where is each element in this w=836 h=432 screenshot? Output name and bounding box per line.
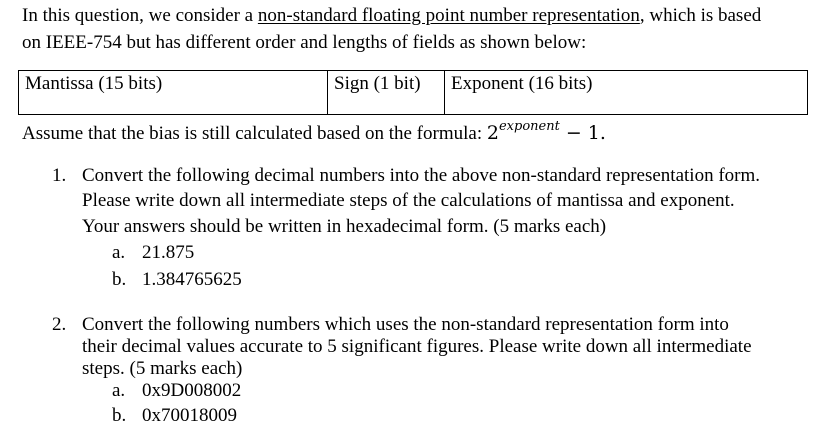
bias-line (22, 119, 606, 145)
question-number: 1. (52, 165, 67, 186)
item-value: 21.875 (142, 242, 195, 263)
item-letter: b. (112, 405, 127, 426)
item-value: 0x70018009 (142, 405, 237, 426)
intro-text: In this question, we consider a (22, 5, 258, 26)
question-text-line: their decimal values accurate to 5 significant figures. Please write down all intermediate (82, 336, 752, 357)
item-letter: a. (112, 380, 126, 401)
bias-base: 2 (486, 122, 499, 144)
field-layout-table (18, 70, 808, 115)
representation-term: non-standard floating point number representation (257, 5, 640, 26)
intro-text-tail: , which is based (639, 5, 762, 26)
mantissa-field: Mantissa (15 bits) (19, 71, 328, 115)
question-text-line: Please write down all intermediate steps of the calculations of mantissa and exponent. (82, 190, 735, 211)
question-text-line: steps. (5 marks each) (82, 358, 243, 379)
intro-line-1 (22, 5, 761, 27)
bias-text: Assume that the bias is still calculated based on the formula: (22, 123, 487, 144)
item-value: 0x9D008002 (142, 380, 242, 401)
question-text-line: Convert the following numbers which uses the non-standard representation form into (82, 314, 729, 335)
bias-exponent: exponent (498, 119, 560, 134)
question-text-line: Your answers should be written in hexadecimal form. (5 marks each) (82, 216, 607, 237)
sign-field: Sign (1 bit) (328, 71, 445, 115)
item-value: 1.384765625 (142, 269, 242, 290)
item-letter: b. (112, 269, 127, 290)
question-number: 2. (52, 314, 67, 335)
item-letter: a. (112, 242, 126, 263)
intro-line-2: on IEEE-754 but has different order and lengths of fields as shown below: (22, 32, 587, 53)
exponent-field: Exponent (16 bits) (445, 71, 808, 115)
question-text-line: Convert the following decimal numbers into the above non-standard representation form. (82, 165, 761, 186)
bias-tail: − 1. (559, 122, 606, 144)
